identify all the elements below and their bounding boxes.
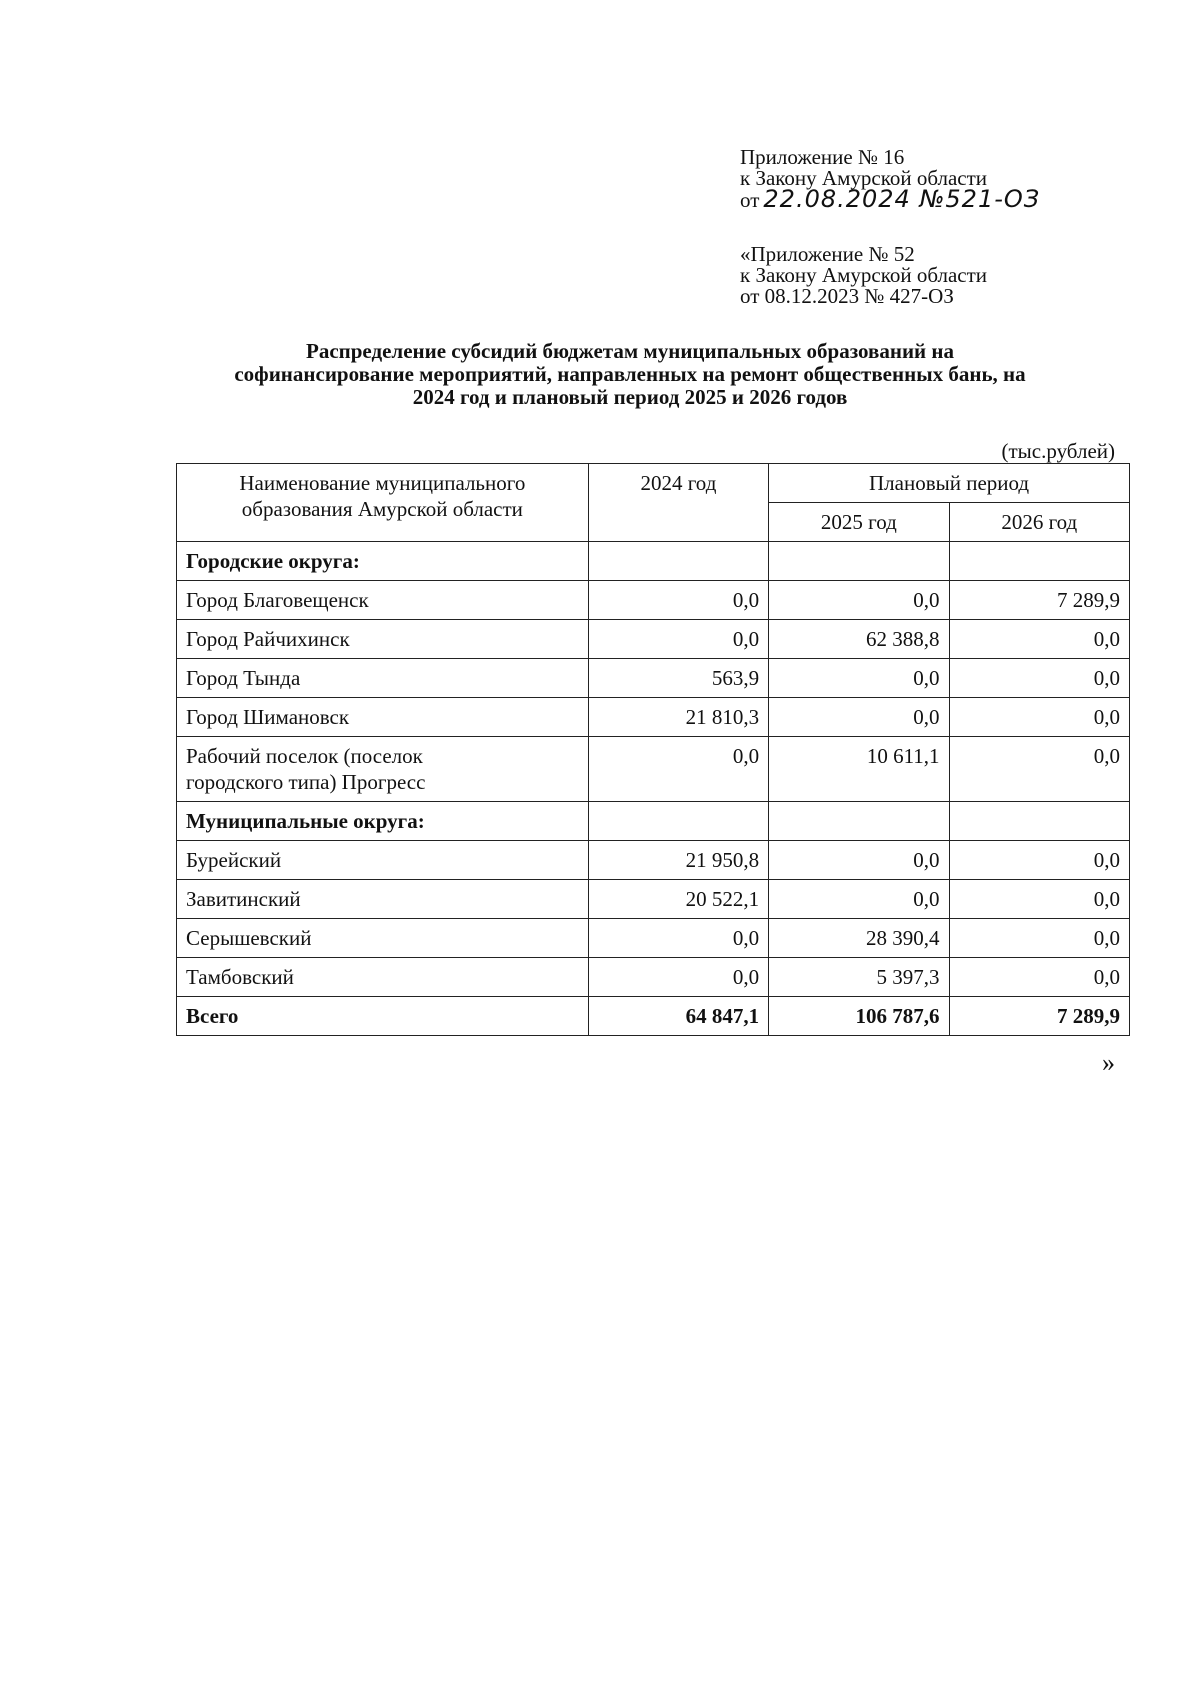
municipality-name: Город Шимановск <box>177 698 589 737</box>
annex-number: Приложение № 16 <box>740 145 905 169</box>
value-2024: 0,0 <box>588 620 768 659</box>
total-2024: 64 847,1 <box>588 997 768 1036</box>
subsidy-table <box>176 463 1130 1036</box>
value-2026: 0,0 <box>949 919 1129 958</box>
municipality-name: Рабочий поселок (поселок городского типа) Прогресс <box>177 737 589 802</box>
total-2025: 106 787,6 <box>769 997 949 1036</box>
value-2025: 5 397,3 <box>769 958 949 997</box>
annex-original-number: «Приложение № 52 <box>740 242 915 266</box>
value-2025: 0,0 <box>769 581 949 620</box>
header-planned-period: Плановый период <box>769 464 1130 503</box>
value-2024: 563,9 <box>588 659 768 698</box>
table-row <box>177 841 1130 880</box>
header-2026: 2026 год <box>949 503 1129 542</box>
section-row-urban <box>177 542 1130 581</box>
annex-original-law-name: к Закону Амурской области <box>740 263 988 287</box>
value-2024: 21 810,3 <box>588 698 768 737</box>
value-2025: 28 390,4 <box>769 919 949 958</box>
value-2026: 0,0 <box>949 737 1129 802</box>
annex-law-name: к Закону Амурской области <box>740 166 988 190</box>
municipality-name: Тамбовский <box>177 958 589 997</box>
value-2026: 0,0 <box>949 659 1129 698</box>
municipality-name: Город Благовещенск <box>177 581 589 620</box>
annex-date-line <box>740 185 1041 213</box>
table-row <box>177 919 1130 958</box>
value-2026: 7 289,9 <box>949 581 1129 620</box>
section-label: Муниципальные округа: <box>177 802 589 841</box>
municipality-name: Город Тында <box>177 659 589 698</box>
document-title <box>160 340 1100 409</box>
table-row <box>177 659 1130 698</box>
section-row-municipal <box>177 802 1130 841</box>
municipality-name: Серышевский <box>177 919 589 958</box>
value-2026: 0,0 <box>949 880 1129 919</box>
value-2024: 20 522,1 <box>588 880 768 919</box>
units-label: (тыс.рублей) <box>1001 439 1115 463</box>
section-label: Городские округа: <box>177 542 589 581</box>
municipality-name: Бурейский <box>177 841 589 880</box>
value-2025: 0,0 <box>769 659 949 698</box>
municipality-name: Город Райчихинск <box>177 620 589 659</box>
table-row <box>177 581 1130 620</box>
value-2024: 0,0 <box>588 919 768 958</box>
header-municipality: Наименование муниципального образования Амурской области <box>177 464 589 542</box>
table-row <box>177 737 1130 802</box>
title-line-1: Распределение субсидий бюджетам муниципальных образований на <box>306 339 954 363</box>
annex-reference-current <box>740 147 1040 211</box>
title-line-2: софинансирование мероприятий, направленных на ремонт общественных бань, на <box>234 362 1026 386</box>
table-header-row <box>177 464 1130 503</box>
table-row <box>177 880 1130 919</box>
value-2026: 0,0 <box>949 698 1129 737</box>
annex-original-date: от 08.12.2023 № 427-ОЗ <box>740 284 954 308</box>
total-row <box>177 997 1130 1036</box>
table-row <box>177 620 1130 659</box>
value-2025: 0,0 <box>769 698 949 737</box>
title-line-3: 2024 год и плановый период 2025 и 2026 годов <box>412 385 848 409</box>
value-2025: 0,0 <box>769 841 949 880</box>
value-2026: 0,0 <box>949 958 1129 997</box>
value-2024: 0,0 <box>588 581 768 620</box>
total-label: Всего <box>177 997 589 1036</box>
value-2026: 0,0 <box>949 841 1129 880</box>
total-2026: 7 289,9 <box>949 997 1129 1036</box>
value-2025: 0,0 <box>769 880 949 919</box>
table-row <box>177 958 1130 997</box>
value-2024: 21 950,8 <box>588 841 768 880</box>
municipality-name: Завитинский <box>177 880 589 919</box>
value-2026: 0,0 <box>949 620 1129 659</box>
closing-quote: » <box>1102 1048 1115 1077</box>
annex-reference-original <box>740 244 987 307</box>
header-2025: 2025 год <box>769 503 949 542</box>
header-2024: 2024 год <box>588 464 768 542</box>
handwritten-date-number: 22.08.2024 №521-ОЗ <box>763 185 1041 213</box>
value-2024: 0,0 <box>588 737 768 802</box>
value-2025: 62 388,8 <box>769 620 949 659</box>
value-2025: 10 611,1 <box>769 737 949 802</box>
value-2024: 0,0 <box>588 958 768 997</box>
table-row <box>177 698 1130 737</box>
annex-date-prefix: от <box>740 188 760 212</box>
